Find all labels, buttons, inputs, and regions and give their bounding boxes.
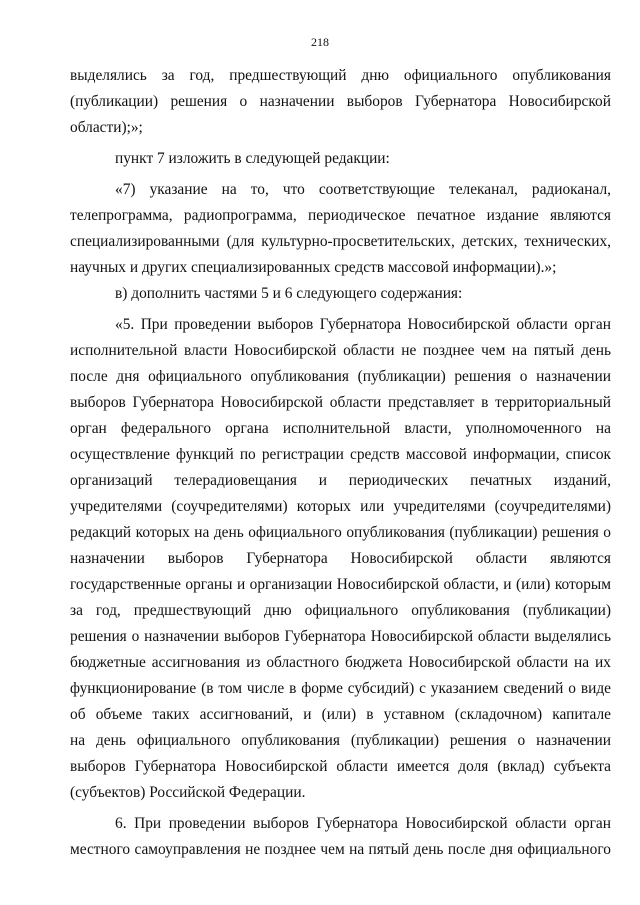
- text-line: функционирование (в том числе в форме субсидий) с указанием сведений о виде: [70, 680, 611, 697]
- text-line: назначении выборов Губернатора Новосибирской области являются: [70, 550, 611, 567]
- text-line: телепрограмма, радиопрограмма, периодическое печатное издание являются: [70, 207, 611, 224]
- paragraph-continuation: [70, 63, 611, 141]
- paragraph-instruction-item-7: [70, 146, 611, 172]
- paragraph-part-6: [70, 811, 611, 863]
- text-line: об объеме таких ассигнований, и (или) в уставном (складочном) капитале: [70, 706, 611, 723]
- text-line: научных и других специализированных средств массовой информации).»;: [70, 259, 557, 276]
- page-number: 218: [311, 35, 329, 49]
- text-line: орган федерального органа исполнительной власти, уполномоченного на: [70, 420, 611, 437]
- text-line: за год, предшествующий дню официального опубликования (публикации): [70, 602, 611, 619]
- text-line: выборов Губернатора Новосибирской области представляет в территориальный: [70, 394, 611, 411]
- paragraph-item-7-text: [70, 177, 611, 281]
- text-line: решения о назначении выборов Губернатора Новосибирской области выделялись: [70, 628, 611, 645]
- text-line: после дня официального опубликования (публикации) решения о назначении: [70, 368, 611, 385]
- text-line: учредителями (соучредителями) которых или учредителями (соучредителями): [70, 498, 611, 515]
- text-line: 6. При проведении выборов Губернатора Новосибирской области орган: [115, 815, 611, 832]
- text-line: организаций телерадиовещания и периодических печатных изданий,: [70, 472, 611, 489]
- text-line: пункт 7 изложить в следующей редакции:: [115, 150, 390, 167]
- text-line: области);»;: [70, 119, 143, 136]
- text-line: государственные органы и организации Новосибирской области, и (или) которым: [70, 576, 611, 593]
- document-body: [70, 63, 611, 863]
- text-line: «7) указание на то, что соответствующие телеканал, радиоканал,: [115, 181, 611, 198]
- paragraph-instruction-parts-5-6: [70, 281, 611, 307]
- text-line: осуществление функций по регистрации средств массовой информации, список: [70, 446, 611, 463]
- text-line: в) дополнить частями 5 и 6 следующего содержания:: [115, 285, 463, 302]
- text-line: (публикации) решения о назначении выборов Губернатора Новосибирской: [70, 93, 611, 110]
- text-line: выборов Губернатора Новосибирской области имеется доля (вклад) субъекта: [70, 758, 611, 775]
- text-line: «5. При проведении выборов Губернатора Новосибирской области орган: [115, 316, 611, 333]
- text-line: бюджетные ассигнования из областного бюджета Новосибирской области на их: [70, 654, 611, 671]
- text-line: исполнительной власти Новосибирской области не позднее чем на пятый день: [70, 342, 611, 359]
- text-line: специализированными (для культурно-просветительских, детских, технических,: [70, 233, 611, 250]
- text-line: редакций которых на день официального опубликования (публикации) решения о: [70, 524, 611, 541]
- text-line: местного самоуправления не позднее чем на пятый день после дня официального: [70, 841, 611, 858]
- text-line: выделялись за год, предшествующий дню официального опубликования: [70, 67, 611, 84]
- paragraph-part-5: [70, 312, 611, 806]
- text-line: (субъектов) Российской Федерации.: [70, 784, 306, 801]
- text-line: на день официального опубликования (публикации) решения о назначении: [70, 732, 611, 749]
